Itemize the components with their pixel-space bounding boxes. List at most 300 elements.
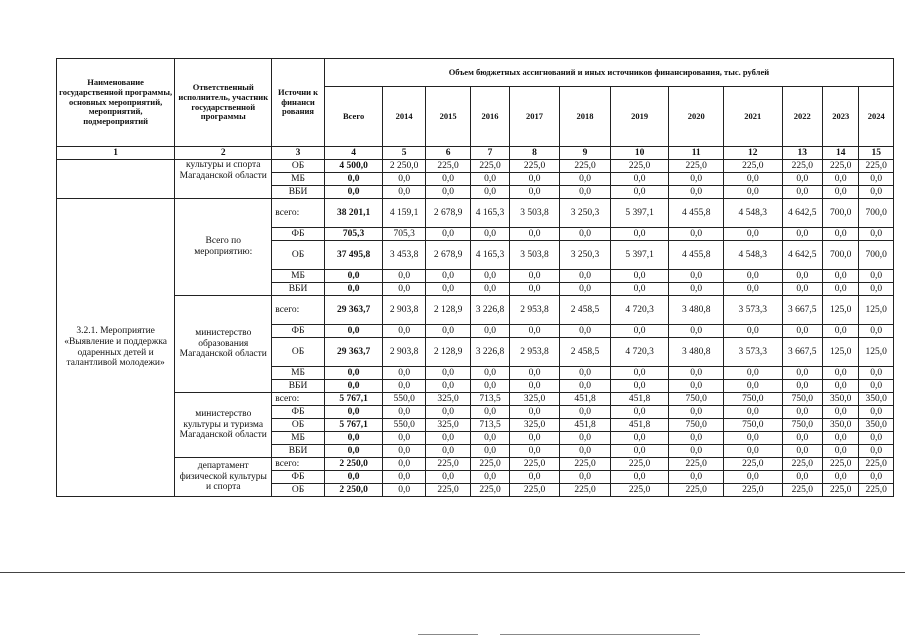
value-cell: 700,0: [823, 241, 859, 270]
value-cell: 451,8: [610, 393, 669, 406]
header-year: 2018: [560, 87, 611, 147]
value-cell: 0,0: [383, 325, 425, 338]
value-cell: 225,0: [723, 484, 782, 497]
value-cell: 0,0: [859, 367, 894, 380]
value-cell: 0,0: [723, 445, 782, 458]
total-cell: 29 363,7: [324, 296, 383, 325]
value-cell: 0,0: [823, 270, 859, 283]
total-cell: 0,0: [324, 325, 383, 338]
value-cell: 5 397,1: [610, 241, 669, 270]
value-cell: 0,0: [471, 283, 509, 296]
value-cell: 0,0: [425, 283, 470, 296]
value-cell: 0,0: [509, 367, 560, 380]
value-cell: 0,0: [823, 186, 859, 199]
value-cell: 3 250,3: [560, 241, 611, 270]
value-cell: 2 678,9: [425, 241, 470, 270]
column-number: 1: [57, 147, 175, 160]
value-cell: 225,0: [425, 484, 470, 497]
value-cell: 225,0: [823, 458, 859, 471]
source-cell: ВБИ: [272, 186, 325, 199]
value-cell: 0,0: [383, 471, 425, 484]
value-cell: 3 667,5: [782, 296, 822, 325]
header-year: 2016: [471, 87, 509, 147]
source-cell: ФБ: [272, 406, 325, 419]
value-cell: 0,0: [509, 270, 560, 283]
value-cell: 4 720,3: [610, 338, 669, 367]
value-cell: 0,0: [669, 406, 724, 419]
value-cell: 0,0: [723, 270, 782, 283]
total-cell: 0,0: [324, 445, 383, 458]
column-number: 6: [425, 147, 470, 160]
value-cell: 0,0: [723, 406, 782, 419]
value-cell: 0,0: [859, 173, 894, 186]
header-year: 2019: [610, 87, 669, 147]
header-year: 2014: [383, 87, 425, 147]
value-cell: 0,0: [782, 186, 822, 199]
value-cell: 0,0: [471, 380, 509, 393]
value-cell: 705,3: [383, 228, 425, 241]
value-cell: 225,0: [509, 458, 560, 471]
value-cell: 0,0: [859, 270, 894, 283]
value-cell: 225,0: [610, 458, 669, 471]
value-cell: 0,0: [669, 325, 724, 338]
value-cell: 225,0: [471, 160, 509, 173]
value-cell: 0,0: [425, 173, 470, 186]
total-cell: 5 767,1: [324, 419, 383, 432]
value-cell: 4 455,8: [669, 241, 724, 270]
value-cell: 3 480,8: [669, 338, 724, 367]
value-cell: 713,5: [471, 419, 509, 432]
value-cell: 0,0: [471, 367, 509, 380]
value-cell: 350,0: [823, 419, 859, 432]
value-cell: 0,0: [610, 406, 669, 419]
value-cell: 4 548,3: [723, 241, 782, 270]
value-cell: 0,0: [723, 186, 782, 199]
total-cell: 0,0: [324, 173, 383, 186]
value-cell: 0,0: [383, 186, 425, 199]
source-cell: ФБ: [272, 325, 325, 338]
total-cell: 0,0: [324, 432, 383, 445]
source-cell: ВБИ: [272, 283, 325, 296]
value-cell: 0,0: [610, 270, 669, 283]
value-cell: 0,0: [823, 325, 859, 338]
total-cell: 37 495,8: [324, 241, 383, 270]
value-cell: 550,0: [383, 419, 425, 432]
value-cell: 0,0: [782, 367, 822, 380]
value-cell: 700,0: [859, 199, 894, 228]
value-cell: 0,0: [560, 380, 611, 393]
value-cell: 0,0: [723, 471, 782, 484]
value-cell: 0,0: [823, 406, 859, 419]
value-cell: 225,0: [859, 484, 894, 497]
table-row: [57, 296, 894, 325]
value-cell: 0,0: [425, 186, 470, 199]
value-cell: 750,0: [723, 419, 782, 432]
value-cell: 750,0: [723, 393, 782, 406]
column-number: 15: [859, 147, 894, 160]
value-cell: 0,0: [471, 445, 509, 458]
value-cell: 0,0: [859, 445, 894, 458]
column-number: 5: [383, 147, 425, 160]
value-cell: 0,0: [471, 325, 509, 338]
total-cell: 0,0: [324, 270, 383, 283]
total-cell: 4 500,0: [324, 160, 383, 173]
value-cell: 0,0: [560, 432, 611, 445]
value-cell: 0,0: [610, 283, 669, 296]
value-cell: 0,0: [471, 173, 509, 186]
value-cell: 451,8: [560, 393, 611, 406]
column-number: 14: [823, 147, 859, 160]
value-cell: 0,0: [669, 270, 724, 283]
value-cell: 0,0: [509, 432, 560, 445]
value-cell: 350,0: [859, 419, 894, 432]
value-cell: 0,0: [471, 471, 509, 484]
value-cell: 2 903,8: [383, 338, 425, 367]
value-cell: 700,0: [859, 241, 894, 270]
executor-cell: культуры и спорта Магаданской области: [175, 160, 272, 199]
value-cell: 0,0: [610, 445, 669, 458]
value-cell: 2 250,0: [383, 160, 425, 173]
total-cell: 0,0: [324, 367, 383, 380]
value-cell: 0,0: [823, 432, 859, 445]
column-number: 9: [560, 147, 611, 160]
source-cell: ОБ: [272, 419, 325, 432]
total-cell: 2 250,0: [324, 484, 383, 497]
source-cell: всего:: [272, 296, 325, 325]
value-cell: 0,0: [782, 283, 822, 296]
value-cell: 0,0: [723, 173, 782, 186]
value-cell: 225,0: [610, 160, 669, 173]
column-number: 13: [782, 147, 822, 160]
value-cell: 0,0: [383, 367, 425, 380]
header-executor: Ответственный исполнитель, участник государственной программы: [175, 59, 272, 147]
value-cell: 0,0: [425, 471, 470, 484]
value-cell: 2 678,9: [425, 199, 470, 228]
value-cell: 2 128,9: [425, 338, 470, 367]
value-cell: 3 250,3: [560, 199, 611, 228]
value-cell: 0,0: [610, 228, 669, 241]
value-cell: 0,0: [383, 445, 425, 458]
table-row: [57, 393, 894, 406]
value-cell: 0,0: [610, 367, 669, 380]
value-cell: 0,0: [425, 432, 470, 445]
value-cell: 225,0: [471, 484, 509, 497]
source-cell: ВБИ: [272, 380, 325, 393]
source-cell: ОБ: [272, 160, 325, 173]
value-cell: 0,0: [859, 228, 894, 241]
executor-cell: департамент физической культуры и спорта: [175, 458, 272, 497]
value-cell: 0,0: [425, 380, 470, 393]
value-cell: 0,0: [859, 186, 894, 199]
value-cell: 225,0: [782, 458, 822, 471]
value-cell: 3 453,8: [383, 241, 425, 270]
value-cell: 0,0: [471, 432, 509, 445]
total-cell: 0,0: [324, 186, 383, 199]
value-cell: 750,0: [782, 419, 822, 432]
value-cell: 225,0: [425, 458, 470, 471]
value-cell: 225,0: [425, 160, 470, 173]
value-cell: 0,0: [560, 228, 611, 241]
value-cell: 0,0: [509, 471, 560, 484]
page-divider: [0, 572, 905, 573]
value-cell: 225,0: [823, 160, 859, 173]
value-cell: 225,0: [669, 160, 724, 173]
source-cell: ФБ: [272, 471, 325, 484]
value-cell: 0,0: [383, 458, 425, 471]
value-cell: 225,0: [669, 458, 724, 471]
value-cell: 0,0: [425, 325, 470, 338]
column-number: 4: [324, 147, 383, 160]
value-cell: 225,0: [509, 484, 560, 497]
value-cell: 0,0: [509, 406, 560, 419]
value-cell: 225,0: [560, 484, 611, 497]
value-cell: 0,0: [782, 432, 822, 445]
value-cell: 225,0: [509, 160, 560, 173]
source-cell: всего:: [272, 199, 325, 228]
value-cell: 325,0: [425, 393, 470, 406]
value-cell: 0,0: [560, 186, 611, 199]
total-cell: 29 363,7: [324, 338, 383, 367]
executor-cell: министерство образования Магаданской области: [175, 296, 272, 393]
value-cell: 0,0: [823, 228, 859, 241]
value-cell: 0,0: [509, 228, 560, 241]
executor-cell: Всего по мероприятию:: [175, 199, 272, 296]
value-cell: 0,0: [610, 380, 669, 393]
value-cell: 0,0: [823, 380, 859, 393]
value-cell: 0,0: [471, 228, 509, 241]
value-cell: 0,0: [669, 380, 724, 393]
column-number: 3: [272, 147, 325, 160]
value-cell: 0,0: [560, 471, 611, 484]
value-cell: 3 503,8: [509, 241, 560, 270]
value-cell: 2 128,9: [425, 296, 470, 325]
value-cell: 225,0: [859, 160, 894, 173]
activity-name-cell: [57, 160, 175, 199]
value-cell: 0,0: [383, 406, 425, 419]
value-cell: 225,0: [782, 484, 822, 497]
value-cell: 0,0: [610, 325, 669, 338]
header-year: 2017: [509, 87, 560, 147]
column-number: 8: [509, 147, 560, 160]
value-cell: 750,0: [669, 393, 724, 406]
value-cell: 3 226,8: [471, 296, 509, 325]
value-cell: 0,0: [383, 484, 425, 497]
footer-line: [500, 634, 700, 635]
value-cell: 0,0: [669, 471, 724, 484]
total-cell: 705,3: [324, 228, 383, 241]
value-cell: 0,0: [560, 283, 611, 296]
value-cell: 0,0: [509, 283, 560, 296]
value-cell: 225,0: [669, 484, 724, 497]
value-cell: 3 226,8: [471, 338, 509, 367]
value-cell: 3 573,3: [723, 296, 782, 325]
value-cell: 0,0: [859, 432, 894, 445]
value-cell: 0,0: [425, 228, 470, 241]
header-year: 2020: [669, 87, 724, 147]
value-cell: 2 458,5: [560, 296, 611, 325]
value-cell: 325,0: [509, 393, 560, 406]
value-cell: 0,0: [782, 270, 822, 283]
value-cell: 350,0: [823, 393, 859, 406]
value-cell: 0,0: [509, 325, 560, 338]
value-cell: 0,0: [859, 406, 894, 419]
value-cell: 2 953,8: [509, 296, 560, 325]
value-cell: 0,0: [425, 445, 470, 458]
value-cell: 0,0: [723, 380, 782, 393]
value-cell: 0,0: [509, 380, 560, 393]
value-cell: 0,0: [509, 173, 560, 186]
value-cell: 3 667,5: [782, 338, 822, 367]
value-cell: 0,0: [859, 471, 894, 484]
column-number: 2: [175, 147, 272, 160]
value-cell: 0,0: [560, 445, 611, 458]
column-number: 12: [723, 147, 782, 160]
column-number: 7: [471, 147, 509, 160]
value-cell: 2 953,8: [509, 338, 560, 367]
value-cell: 325,0: [425, 419, 470, 432]
value-cell: 0,0: [823, 367, 859, 380]
value-cell: 0,0: [471, 270, 509, 283]
value-cell: 2 458,5: [560, 338, 611, 367]
value-cell: 0,0: [723, 283, 782, 296]
value-cell: 0,0: [669, 445, 724, 458]
value-cell: 3 503,8: [509, 199, 560, 228]
value-cell: 0,0: [471, 406, 509, 419]
value-cell: 0,0: [723, 367, 782, 380]
total-cell: 0,0: [324, 471, 383, 484]
value-cell: 750,0: [782, 393, 822, 406]
value-cell: 0,0: [669, 173, 724, 186]
value-cell: 0,0: [723, 325, 782, 338]
value-cell: 4 642,5: [782, 199, 822, 228]
value-cell: 0,0: [723, 432, 782, 445]
total-cell: 38 201,1: [324, 199, 383, 228]
value-cell: 0,0: [560, 173, 611, 186]
value-cell: 0,0: [383, 380, 425, 393]
value-cell: 750,0: [669, 419, 724, 432]
table-row: [57, 458, 894, 471]
value-cell: 4 720,3: [610, 296, 669, 325]
column-number: 11: [669, 147, 724, 160]
value-cell: 0,0: [383, 173, 425, 186]
value-cell: 451,8: [610, 419, 669, 432]
table-row: [57, 199, 894, 228]
value-cell: 225,0: [823, 484, 859, 497]
source-cell: ОБ: [272, 338, 325, 367]
total-cell: 0,0: [324, 380, 383, 393]
value-cell: 0,0: [823, 471, 859, 484]
value-cell: 0,0: [859, 325, 894, 338]
value-cell: 4 548,3: [723, 199, 782, 228]
source-cell: ФБ: [272, 228, 325, 241]
value-cell: 0,0: [782, 325, 822, 338]
value-cell: 0,0: [669, 432, 724, 445]
value-cell: 4 455,8: [669, 199, 724, 228]
total-cell: 2 250,0: [324, 458, 383, 471]
header-volume: Объем бюджетных ассигнований и иных источников финансирования, тыс. рублей: [324, 59, 893, 87]
value-cell: 713,5: [471, 393, 509, 406]
executor-cell: министерство культуры и туризма Магаданской области: [175, 393, 272, 458]
value-cell: 0,0: [782, 380, 822, 393]
value-cell: 0,0: [509, 445, 560, 458]
value-cell: 0,0: [560, 406, 611, 419]
value-cell: 0,0: [610, 186, 669, 199]
header-name: Наименование государственной программы, основных мероприятий, мероприятий, подмероприятий: [57, 59, 175, 147]
value-cell: 0,0: [782, 173, 822, 186]
value-cell: 0,0: [823, 445, 859, 458]
value-cell: 3 573,3: [723, 338, 782, 367]
value-cell: 125,0: [823, 296, 859, 325]
header-source: Источни к финанси рования: [272, 59, 325, 147]
activity-name-cell: 3.2.1. Мероприятие «Выявление и поддержка одаренных детей и талантливой молодежи»: [57, 199, 175, 497]
value-cell: 0,0: [859, 380, 894, 393]
value-cell: 225,0: [723, 160, 782, 173]
value-cell: 0,0: [669, 186, 724, 199]
value-cell: 225,0: [723, 458, 782, 471]
total-cell: 5 767,1: [324, 393, 383, 406]
source-cell: ОБ: [272, 484, 325, 497]
value-cell: 0,0: [782, 228, 822, 241]
value-cell: 0,0: [782, 471, 822, 484]
value-cell: 0,0: [560, 325, 611, 338]
source-cell: всего:: [272, 458, 325, 471]
total-cell: 0,0: [324, 406, 383, 419]
source-cell: МБ: [272, 432, 325, 445]
value-cell: 0,0: [782, 406, 822, 419]
value-cell: 225,0: [782, 160, 822, 173]
value-cell: 0,0: [425, 367, 470, 380]
value-cell: 225,0: [560, 160, 611, 173]
value-cell: 125,0: [859, 338, 894, 367]
value-cell: 4 159,1: [383, 199, 425, 228]
value-cell: 0,0: [859, 283, 894, 296]
value-cell: 451,8: [560, 419, 611, 432]
value-cell: 2 903,8: [383, 296, 425, 325]
value-cell: 225,0: [610, 484, 669, 497]
value-cell: 0,0: [560, 270, 611, 283]
value-cell: 3 480,8: [669, 296, 724, 325]
value-cell: 0,0: [471, 186, 509, 199]
value-cell: 0,0: [560, 367, 611, 380]
value-cell: 0,0: [383, 283, 425, 296]
value-cell: 325,0: [509, 419, 560, 432]
header-year: 2015: [425, 87, 470, 147]
value-cell: 700,0: [823, 199, 859, 228]
value-cell: 0,0: [383, 270, 425, 283]
value-cell: 225,0: [471, 458, 509, 471]
value-cell: 0,0: [723, 228, 782, 241]
value-cell: 0,0: [383, 432, 425, 445]
source-cell: МБ: [272, 173, 325, 186]
value-cell: 0,0: [669, 283, 724, 296]
value-cell: 4 165,3: [471, 241, 509, 270]
value-cell: 0,0: [610, 471, 669, 484]
value-cell: 0,0: [610, 432, 669, 445]
source-cell: МБ: [272, 270, 325, 283]
value-cell: 0,0: [425, 406, 470, 419]
header-year: 2023: [823, 87, 859, 147]
total-cell: 0,0: [324, 283, 383, 296]
value-cell: 0,0: [610, 173, 669, 186]
value-cell: 4 642,5: [782, 241, 822, 270]
value-cell: 125,0: [859, 296, 894, 325]
value-cell: 225,0: [859, 458, 894, 471]
header-total: Всего: [324, 87, 383, 147]
value-cell: 5 397,1: [610, 199, 669, 228]
value-cell: 350,0: [859, 393, 894, 406]
header-year: 2024: [859, 87, 894, 147]
value-cell: 4 165,3: [471, 199, 509, 228]
